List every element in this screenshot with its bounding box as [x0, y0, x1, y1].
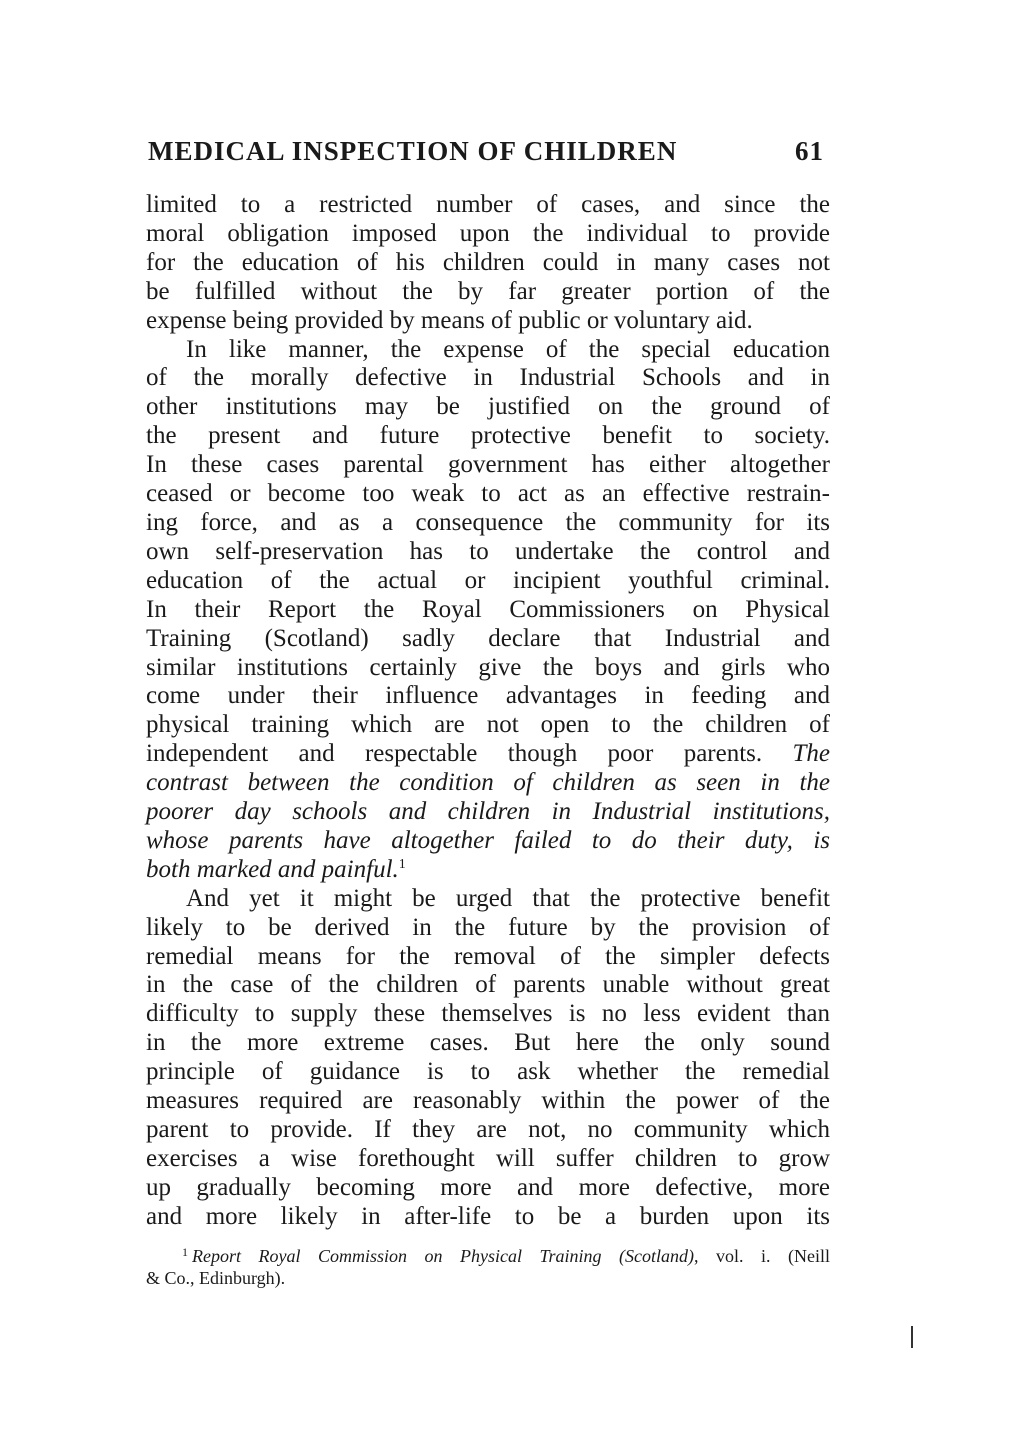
footnote-line-1 — [146, 1241, 830, 1267]
body-line-text: likely to be derived in the future by the provision of — [146, 913, 830, 941]
body-line — [146, 798, 830, 827]
body-line-text: Training (Scotland) sadly declare that Industrial and — [146, 624, 830, 652]
body-line — [146, 682, 830, 711]
body-line-text: and more likely in after-life to be a burden upon its — [146, 1202, 830, 1230]
body-text — [146, 191, 830, 1232]
body-line-text: in the case of the children of parents unable without great — [146, 971, 830, 999]
body-line — [146, 827, 830, 856]
body-line-text: expense being provided by means of public or voluntary aid. — [146, 306, 753, 334]
running-head-title: MEDICAL INSPECTION OF CHILDREN — [148, 136, 678, 166]
footnote-mark: 1 — [182, 1244, 188, 1259]
book-page — [146, 134, 830, 1289]
body-line — [146, 1116, 830, 1145]
body-line — [146, 625, 830, 654]
body-line — [146, 596, 830, 625]
body-line-text: be fulfilled without the by far greater portion of the — [146, 277, 830, 305]
body-line-text: difficulty to supply these themselves is no less evident than — [146, 1000, 830, 1028]
body-line — [146, 451, 830, 480]
body-line — [146, 307, 830, 336]
page-number: 61 — [795, 136, 824, 166]
body-line — [146, 509, 830, 538]
body-line-text: education of the actual or incipient youthful criminal. — [146, 566, 830, 594]
body-line — [146, 1058, 830, 1087]
body-line — [146, 480, 830, 509]
body-line — [146, 336, 830, 365]
body-line-text: principle of guidance is to ask whether the remedial — [146, 1058, 830, 1086]
body-line-text: ing force, and as a consequence the community for its — [146, 508, 830, 536]
footnote-citation-rest: , vol. i. (Neill — [694, 1245, 830, 1266]
footnote-reference: 1 — [398, 856, 406, 872]
body-line — [146, 567, 830, 596]
body-line — [146, 885, 830, 914]
body-line-text: physical training which are not open to the children of — [146, 711, 830, 739]
body-line — [146, 1087, 830, 1116]
body-line-text: poorer day schools and children in Industrial institutions, — [146, 798, 830, 826]
body-line — [146, 538, 830, 567]
body-line — [146, 393, 830, 422]
body-line-text: of the morally defective in Industrial Schools and in — [146, 364, 830, 392]
body-line-text: the present and future protective benefit to society. — [146, 422, 830, 450]
body-line-text: In like manner, the expense of the special education — [186, 335, 830, 363]
body-line-text: parent to provide. If they are not, no community which — [146, 1116, 830, 1143]
body-line — [146, 422, 830, 451]
body-line-italic-tail: The — [792, 740, 831, 768]
body-line-text: contrast between the condition of children as seen in the — [146, 769, 830, 797]
body-line-text: independent and respectable though poor parents. — [146, 740, 763, 768]
body-line — [146, 1174, 830, 1203]
body-line-text: both marked and painful. — [146, 855, 399, 883]
body-line-text: other institutions may be justified on the ground of — [146, 393, 830, 421]
body-line-text: And yet it might be urged that the protective benefit — [186, 884, 830, 912]
body-line — [146, 220, 830, 249]
body-line-text: remedial means for the removal of the simpler defects — [146, 942, 830, 970]
body-line — [146, 1145, 830, 1174]
body-line-text: exercises a wise forethought will suffer children to grow — [146, 1144, 830, 1172]
body-line-text: own self-preservation has to undertake the control and — [146, 537, 830, 565]
body-line — [146, 278, 830, 307]
body-line — [146, 914, 830, 943]
body-line — [146, 191, 830, 220]
margin-rule-mark — [911, 1326, 913, 1348]
body-line — [146, 971, 830, 1000]
footnote — [146, 1241, 830, 1289]
body-line-text: ceased or become too weak to act as an effective restrain- — [146, 480, 830, 508]
body-line-text: similar institutions certainly give the boys and girls who — [146, 653, 830, 681]
body-line-text: measures required are reasonably within the power of the — [146, 1087, 830, 1115]
body-line-text: limited to a restricted number of cases, and since the — [146, 191, 830, 218]
body-line-text: moral obligation imposed upon the individual to provide — [146, 219, 830, 247]
body-line — [146, 856, 830, 885]
body-line-text: In their Report the Royal Commissioners on Physical — [146, 595, 830, 623]
body-line-text: up gradually becoming more and more defective, more — [146, 1173, 830, 1201]
body-line-text: come under their influence advantages in feeding and — [146, 682, 830, 710]
body-line — [146, 1029, 830, 1058]
body-line-text: in the more extreme cases. But here the only sound — [146, 1029, 830, 1057]
body-line-text: whose parents have altogether failed to do their duty, is — [146, 826, 830, 854]
body-line — [146, 769, 830, 798]
body-line — [146, 1203, 830, 1232]
body-line — [146, 740, 830, 769]
footnote-citation: Report Royal Commission on Physical Training (Scotland) — [192, 1245, 694, 1266]
body-line — [146, 249, 830, 278]
body-line — [146, 711, 830, 740]
body-line — [146, 1000, 830, 1029]
body-line-text: for the education of his children could in many cases not — [146, 248, 830, 276]
body-line — [146, 364, 830, 393]
body-line — [146, 943, 830, 972]
body-line-text: In these cases parental government has either altogether — [146, 451, 830, 479]
body-line — [146, 654, 830, 683]
footnote-line-2: & Co., Edinburgh). — [146, 1267, 286, 1288]
running-head — [146, 134, 830, 168]
